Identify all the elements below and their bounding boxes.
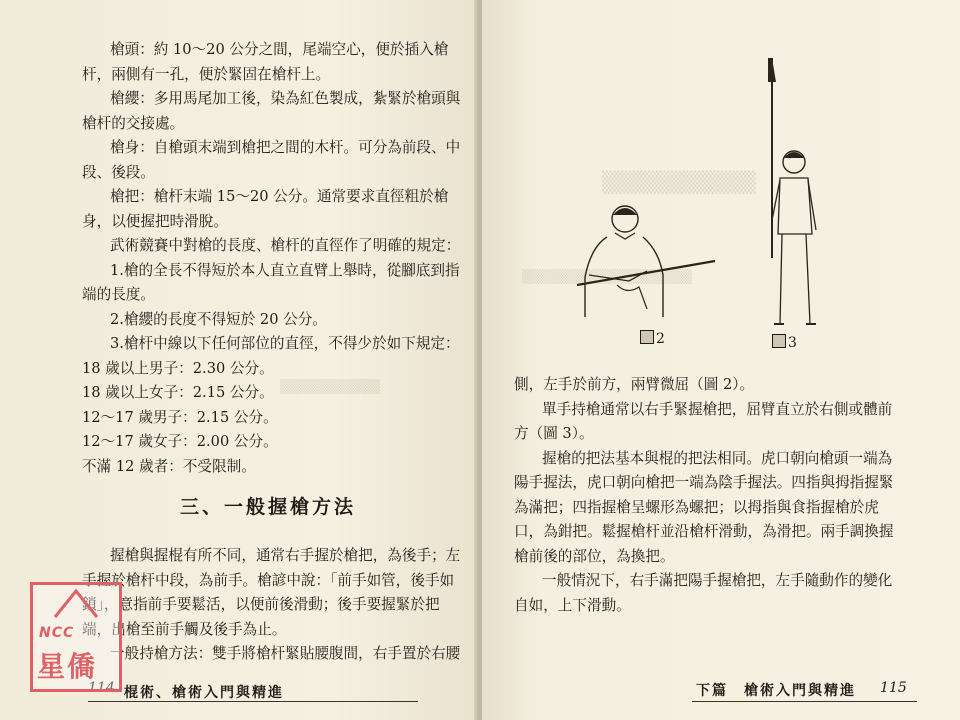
text-line: 為滿把；四指握槍呈螺形為螺把；以拇指與食指握槍於虎 [514,498,879,516]
right-page [482,0,960,720]
text-line: 1.槍的全長不得短於本人直立直臂上舉時，從腳底到指 [110,261,460,279]
text-line: 槍杆的交接處。 [82,114,185,132]
stamp-line1: NCC [39,625,75,641]
text-line: 12～17 歲男子：2.15 公分。 [82,408,278,426]
text-line: 一般情況下，右手滿把陽手握槍把，左手隨動作的變化 [542,572,893,589]
left-page-number: 114 [88,680,115,696]
text-line: 握槍與握棍有所不同，通常右手握於槍把，為後手；左 [110,547,461,564]
text-line: 方（圖 3）。 [514,425,594,442]
right-running-title: 下篇 槍術入門與精進 [696,683,856,699]
left-page [0,0,478,720]
text-line: 槍身：自槍頭末端到槍把之間的木杆。可分為前段、中 [110,139,461,156]
ncc-stamp [30,582,122,692]
left-page-lower-body [82,544,462,667]
bleed-through-text: ▒▒▒▒▒▒▒▒▒▒ [280,380,380,395]
text-line: 杆，兩側有一孔，便於緊固在槍杆上。 [82,65,331,83]
text-line: 3.槍杆中線以下任何部位的直徑，不得少於如下規定： [110,335,460,352]
right-page-body [514,373,914,618]
stamp-line2: 星僑 [37,650,98,683]
bleed-through-text: ▒▒▒▒▒▒▒▒▒▒▒▒▒▒▒▒▒ [522,270,692,285]
bleed-through-heading: ▒▒▒▒▒▒▒▒▒▒ [602,170,756,194]
text-line: 端的長度。 [82,286,155,303]
text-line: 槍纓：多用馬尾加工後，染為紅色製成，紮緊於槍頭與 [110,90,461,107]
right-footer-rule [692,701,917,702]
text-line: 12～17 歲女子：2.00 公分。 [82,433,278,450]
figure-square-icon [772,334,786,348]
text-line: 口，為鉗把。鬆握槍杆並沿槍杆滑動，為滑把。兩手調換握 [514,523,894,540]
left-page-body [82,38,462,479]
text-line: 2.槍纓的長度不得短於 20 公分。 [110,310,327,328]
text-line: 端，出槍至前手觸及後手為止。 [82,620,287,638]
text-line: 側，左手於前方，兩臂微屈（圖 2）。 [514,376,755,393]
text-line: 一般持槍方法：雙手將槍杆緊貼腰腹間，右手置於右腰 [110,645,461,662]
text-line: 手握於槍杆中段，為前手。槍諺中說：「前手如管，後手如 [82,571,455,589]
stamp-triangle-icon [33,585,119,625]
text-line: 段、後段。 [82,163,155,181]
text-line: 槍前後的部位，為換把。 [514,547,675,565]
figure-2-caption: 2 [640,330,665,347]
text-line: 不滿 12 歲者：不受限制。 [82,457,256,475]
text-line: 握槍的把法基本與棍的把法相同。虎口朝向槍頭一端為 [542,449,893,467]
text-line: 自如，上下滑動。 [514,596,631,614]
text-line: 鎖」，意指前手要鬆活，以便前後滑動；後手要握緊於把 [82,596,440,613]
section-heading: 三、一般握槍方法 [180,496,357,518]
text-line: 18 歲以上女子：2.15 公分。 [82,384,274,401]
text-line: 槍頭：約 10～20 公分之間，尾端空心，便於插入槍 [110,41,449,58]
text-line: 陽手握法，虎口朝向槍把一端為陰手握法。四指與拇指握緊 [514,474,894,491]
right-page-number: 115 [880,680,907,696]
figure-3-illustration [752,58,832,333]
text-line: 身，以便握把時滑脫。 [82,212,228,230]
text-line: 18 歲以上男子：2.30 公分。 [82,359,274,377]
left-running-title: 棍術、槍術入門與精進 [124,685,284,701]
figure-3-caption: 3 [772,334,797,351]
text-line: 槍把：槍杆末端 15～20 公分。通常要求直徑粗於槍 [110,188,449,205]
figure-square-icon [640,330,654,344]
text-line: 單手持槍通常以右手緊握槍把，屈臂直立於右側或體前 [542,400,893,418]
text-line: 武術競賽中對槍的長度、槍杆的直徑作了明確的規定： [110,237,461,254]
figure-2-illustration [577,195,717,320]
